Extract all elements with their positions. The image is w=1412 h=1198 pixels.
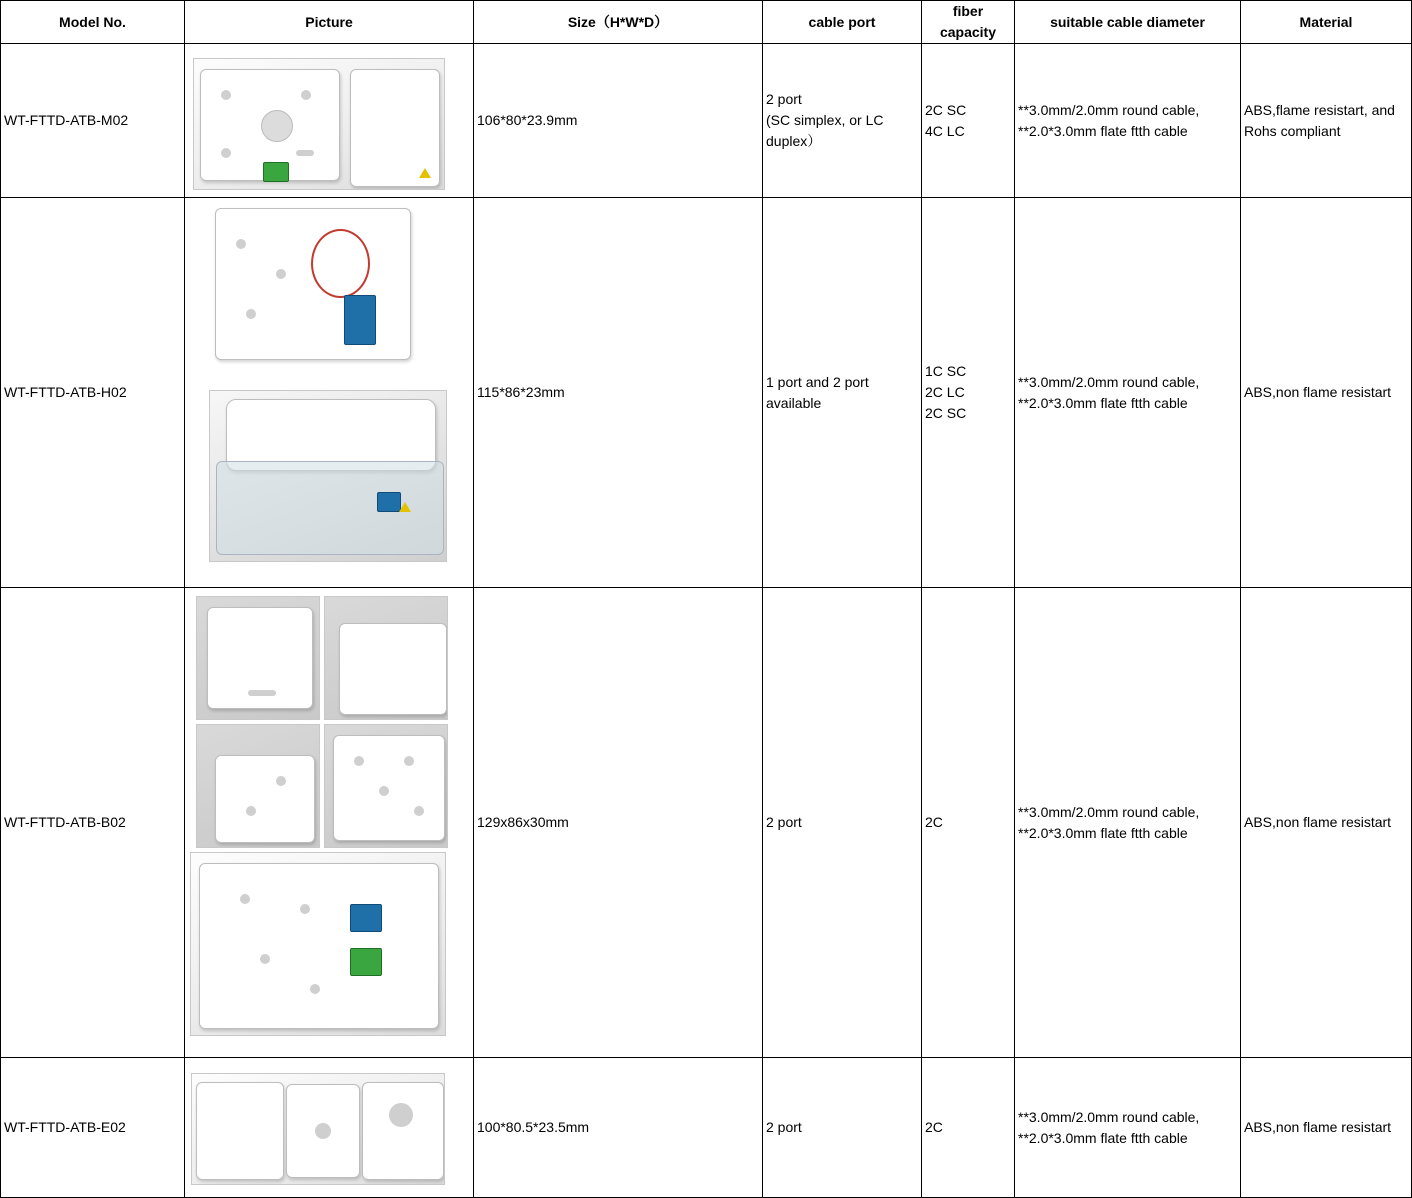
splice-tray-shape xyxy=(286,1084,360,1178)
fiber-terminal-box-photo xyxy=(324,724,448,848)
picture-cell xyxy=(185,588,474,1058)
picture-cell xyxy=(185,1058,474,1198)
material-cell: ABS,flame resistart, and Rohs compliant xyxy=(1241,44,1412,198)
tray-hole xyxy=(260,954,270,964)
laser-warning-label xyxy=(399,502,411,512)
picture-cell xyxy=(185,198,474,588)
model-cell: WT-FTTD-ATB-M02 xyxy=(1,44,185,198)
fiber-terminal-box-photo xyxy=(196,596,320,720)
box-shape xyxy=(207,607,313,709)
tray-slot xyxy=(296,150,314,156)
tray-hole xyxy=(221,148,231,158)
fiber-terminal-box-photo xyxy=(324,596,448,720)
cable-port-cell: 1 port and 2 port available xyxy=(763,198,922,588)
tray-hole xyxy=(240,894,250,904)
tray-shape xyxy=(199,863,439,1029)
sc-adapter-blue xyxy=(350,904,382,932)
tray-hole xyxy=(300,904,310,914)
material-cell: ABS,non flame resistart xyxy=(1241,588,1412,1058)
tray-hole xyxy=(246,309,256,319)
port-slot xyxy=(248,690,276,696)
laser-warning-label xyxy=(419,168,431,178)
cable-diameter-cell: **3.0mm/2.0mm round cable, **2.0*3.0mm flate ftth cable xyxy=(1015,588,1241,1058)
fiber-terminal-box-photo xyxy=(209,390,447,562)
cable-port-cell: 2 port xyxy=(763,1058,922,1198)
size-cell: 100*80.5*23.5mm xyxy=(474,1058,763,1198)
open-tray-shape xyxy=(200,69,340,181)
table-row xyxy=(1,1058,1412,1198)
fiber-terminal-box-photo xyxy=(193,58,445,190)
tray-hole xyxy=(221,90,231,100)
material-cell: ABS,non flame resistart xyxy=(1241,198,1412,588)
cable-port-cell: 2 port (SC simplex, or LC duplex） xyxy=(763,44,922,198)
cable-diameter-cell: **3.0mm/2.0mm round cable, **2.0*3.0mm flate ftth cable xyxy=(1015,198,1241,588)
tray-hole xyxy=(276,269,286,279)
header-picture: Picture xyxy=(185,1,474,44)
tray-hole xyxy=(261,110,293,142)
fiber-terminal-box-photo xyxy=(196,724,320,848)
size-cell: 129x86x30mm xyxy=(474,588,763,1058)
table-row xyxy=(1,198,1412,588)
sc-adapter-green xyxy=(263,162,289,182)
header-cable-diameter: suitable cable diameter xyxy=(1015,1,1241,44)
cover-shape xyxy=(196,1082,284,1180)
header-material: Material xyxy=(1241,1,1412,44)
fiber-loop xyxy=(311,229,370,298)
tray-shape xyxy=(333,735,445,841)
picture-cell xyxy=(185,44,474,198)
material-cell: ABS,non flame resistart xyxy=(1241,1058,1412,1198)
fiber-capacity-cell: 2C SC 4C LC xyxy=(922,44,1015,198)
model-cell: WT-FTTD-ATB-H02 xyxy=(1,198,185,588)
header-row xyxy=(1,1,1412,44)
model-cell: WT-FTTD-ATB-B02 xyxy=(1,588,185,1058)
tray-hole xyxy=(276,776,286,786)
sc-adapter-blue xyxy=(377,492,401,512)
model-cell: WT-FTTD-ATB-E02 xyxy=(1,1058,185,1198)
open-box-shape xyxy=(215,208,411,360)
fiber-capacity-cell: 2C xyxy=(922,1058,1015,1198)
sc-adapter-green xyxy=(350,948,382,976)
table-row xyxy=(1,44,1412,198)
sc-adapter-blue xyxy=(344,295,376,345)
tray-hole xyxy=(379,786,389,796)
size-cell: 106*80*23.9mm xyxy=(474,44,763,198)
fiber-terminal-box-photo xyxy=(190,852,446,1036)
header-cable-port: cable port xyxy=(763,1,922,44)
cable-diameter-cell: **3.0mm/2.0mm round cable, **2.0*3.0mm flate ftth cable xyxy=(1015,1058,1241,1198)
tray-hole xyxy=(315,1123,331,1139)
tray-hole xyxy=(236,239,246,249)
base-shape xyxy=(362,1082,444,1180)
table-row xyxy=(1,588,1412,1058)
tray-hole xyxy=(246,806,256,816)
header-model: Model No. xyxy=(1,1,185,44)
tray-hole xyxy=(404,756,414,766)
transparent-base xyxy=(216,461,444,555)
fiber-capacity-cell: 1C SC 2C LC 2C SC xyxy=(922,198,1015,588)
size-cell: 115*86*23mm xyxy=(474,198,763,588)
fiber-terminal-box-photo xyxy=(191,1073,445,1185)
header-fiber-capacity: fiber capacity xyxy=(922,1,1015,44)
tray-hole xyxy=(301,90,311,100)
cable-diameter-cell: **3.0mm/2.0mm round cable, **2.0*3.0mm flate ftth cable xyxy=(1015,44,1241,198)
box-shape xyxy=(339,623,447,715)
header-size: Size（H*W*D） xyxy=(474,1,763,44)
fiber-terminal-box-photo xyxy=(209,204,417,372)
tray-hole xyxy=(354,756,364,766)
tray-hole xyxy=(414,806,424,816)
tray-shape xyxy=(215,755,315,843)
tray-hole xyxy=(389,1103,413,1127)
fiber-capacity-cell: 2C xyxy=(922,588,1015,1058)
tray-hole xyxy=(310,984,320,994)
cable-port-cell: 2 port xyxy=(763,588,922,1058)
cover-shape xyxy=(350,69,440,187)
